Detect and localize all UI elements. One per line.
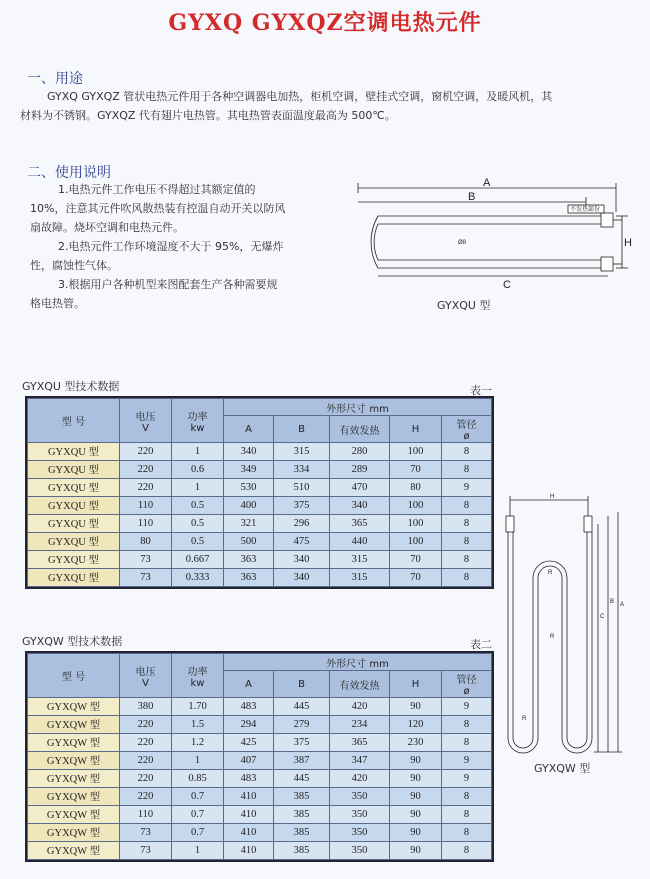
table-cell: 73 <box>120 824 172 842</box>
table-row <box>28 842 492 860</box>
table-cell: GYXQW 型 <box>28 716 120 734</box>
table-cell: 73 <box>120 569 172 587</box>
table-cell: 296 <box>274 515 330 533</box>
table-row <box>28 479 492 497</box>
table-cell: 420 <box>330 770 390 788</box>
table-row <box>28 752 492 770</box>
col-h: H <box>390 671 442 698</box>
table-cell: 234 <box>330 716 390 734</box>
table-cell: 0.7 <box>172 824 224 842</box>
table-cell: 90 <box>390 698 442 716</box>
section2-line: 10%，注意其元件吹风散热装有控温自动开关以防风 <box>30 202 286 215</box>
table-cell: GYXQW 型 <box>28 806 120 824</box>
table-cell: 350 <box>330 842 390 860</box>
table-cell: 73 <box>120 551 172 569</box>
col-eff: 有效发热 <box>330 416 390 443</box>
dim-c-label: C <box>503 279 511 291</box>
table-cell: 350 <box>330 788 390 806</box>
col-a: A <box>224 671 274 698</box>
table-cell: 8 <box>442 443 492 461</box>
table-cell: 90 <box>390 788 442 806</box>
dim-a-label: A <box>483 177 491 189</box>
table-cell: 0.5 <box>172 533 224 551</box>
w-dim-c-label: C <box>600 614 605 620</box>
w-radius-label: R <box>548 570 553 576</box>
table-cell: 220 <box>120 770 172 788</box>
table-cell: 8 <box>442 842 492 860</box>
table-cell: 347 <box>330 752 390 770</box>
table-cell: 375 <box>274 497 330 515</box>
col-b: B <box>274 416 330 443</box>
table-cell: GYXQU 型 <box>28 461 120 479</box>
table-cell: 90 <box>390 824 442 842</box>
table-cell: 1 <box>172 752 224 770</box>
table-cell: 363 <box>224 569 274 587</box>
w-dim-h-label: H <box>550 494 555 500</box>
section2-line: 3.根据用户各种机型来图配套生产各种需要规 <box>58 278 278 291</box>
section2-line: 扇故障。烧坏空调和电热元件。 <box>30 221 184 234</box>
table-cell: 8 <box>442 716 492 734</box>
table-cell: 365 <box>330 734 390 752</box>
table-cell: 0.333 <box>172 569 224 587</box>
dim-b-label: B <box>468 191 476 203</box>
table-cell: 0.5 <box>172 497 224 515</box>
table-row <box>28 461 492 479</box>
table-cell: 110 <box>120 806 172 824</box>
table-cell: 110 <box>120 515 172 533</box>
section2-heading: 二、使用说明 <box>27 165 111 181</box>
table-cell: 8 <box>442 461 492 479</box>
table-cell: 8 <box>442 497 492 515</box>
table-cell: 110 <box>120 497 172 515</box>
table-cell: 90 <box>390 806 442 824</box>
col-b: B <box>274 671 330 698</box>
table-cell: 100 <box>390 515 442 533</box>
col-dims: 外形尺寸 mm <box>224 399 492 416</box>
table-cell: 483 <box>224 770 274 788</box>
table-cell: 1.70 <box>172 698 224 716</box>
table1 <box>25 396 494 589</box>
table-row <box>28 806 492 824</box>
gyxqw-diagram <box>498 488 638 768</box>
table-cell: 0.7 <box>172 788 224 806</box>
table-cell: 70 <box>390 551 442 569</box>
table-cell: 1 <box>172 443 224 461</box>
table-cell: GYXQW 型 <box>28 788 120 806</box>
table-cell: GYXQU 型 <box>28 479 120 497</box>
table-cell: 500 <box>224 533 274 551</box>
table-cell: 334 <box>274 461 330 479</box>
table-cell: 350 <box>330 824 390 842</box>
table-cell: GYXQU 型 <box>28 497 120 515</box>
table-cell: 220 <box>120 716 172 734</box>
table-cell: 445 <box>274 770 330 788</box>
table-cell: 410 <box>224 788 274 806</box>
table-cell: 0.7 <box>172 806 224 824</box>
table-cell: 280 <box>330 443 390 461</box>
table-cell: 220 <box>120 788 172 806</box>
table-row <box>28 497 492 515</box>
table-cell: 8 <box>442 806 492 824</box>
table-cell: 387 <box>274 752 330 770</box>
table-cell: 475 <box>274 533 330 551</box>
col-model: 型 号 <box>28 399 120 443</box>
table-cell: 385 <box>274 842 330 860</box>
table-cell: 410 <box>224 824 274 842</box>
table-cell: 8 <box>442 734 492 752</box>
col-power: 功率 kw <box>172 654 224 698</box>
table-cell: 8 <box>442 551 492 569</box>
table-cell: 410 <box>224 806 274 824</box>
col-a: A <box>224 416 274 443</box>
col-power: 功率 kw <box>172 399 224 443</box>
table-cell: 279 <box>274 716 330 734</box>
table1-label: 表一 <box>470 384 492 397</box>
table2-caption: GYXQW 型技术数据 <box>22 635 123 648</box>
table-cell: 9 <box>442 479 492 497</box>
table-cell: 315 <box>330 551 390 569</box>
table-cell: 0.5 <box>172 515 224 533</box>
table-cell: 425 <box>224 734 274 752</box>
table-cell: GYXQW 型 <box>28 698 120 716</box>
diameter-label: Ø8 <box>458 240 467 246</box>
w-radius-label: R <box>522 716 527 722</box>
table-cell: 400 <box>224 497 274 515</box>
section2-line: 1.电热元件工作电压不得超过其额定值的 <box>58 183 256 196</box>
dim-h-label: H <box>624 237 632 249</box>
section1-line2: 材料为不锈钢。GYXQZ 代有翅片电热管。其电热管表面温度最高为 500℃。 <box>20 109 396 122</box>
gyxqw-caption: GYXQW 型 <box>534 762 591 775</box>
table-cell: 385 <box>274 824 330 842</box>
table-cell: 100 <box>390 443 442 461</box>
table-cell: 380 <box>120 698 172 716</box>
col-voltage: 电压 V <box>120 654 172 698</box>
table1-caption: GYXQU 型技术数据 <box>22 380 120 393</box>
table-cell: 70 <box>390 569 442 587</box>
table-cell: GYXQU 型 <box>28 569 120 587</box>
table-cell: 9 <box>442 698 492 716</box>
table-cell: 294 <box>224 716 274 734</box>
table-cell: GYXQW 型 <box>28 824 120 842</box>
section2-line: 格电热管。 <box>30 297 85 310</box>
table-cell: 1.5 <box>172 716 224 734</box>
table-cell: 90 <box>390 842 442 860</box>
table-cell: 340 <box>330 497 390 515</box>
table-cell: 445 <box>274 698 330 716</box>
table-cell: 9 <box>442 770 492 788</box>
table-row <box>28 788 492 806</box>
col-dims: 外形尺寸 mm <box>224 654 492 671</box>
table-cell: 8 <box>442 533 492 551</box>
table2 <box>25 651 494 862</box>
table-cell: GYXQW 型 <box>28 752 120 770</box>
table-cell: 365 <box>330 515 390 533</box>
table-row <box>28 515 492 533</box>
w-dim-a-label: A <box>620 602 625 608</box>
table-row <box>28 734 492 752</box>
table-cell: GYXQU 型 <box>28 515 120 533</box>
table-cell: GYXQW 型 <box>28 842 120 860</box>
table-cell: 385 <box>274 788 330 806</box>
table-cell: 100 <box>390 497 442 515</box>
table-cell: 410 <box>224 842 274 860</box>
table-cell: 90 <box>390 752 442 770</box>
table-cell: 340 <box>274 569 330 587</box>
table-cell: 8 <box>442 515 492 533</box>
table-row <box>28 551 492 569</box>
table-cell: GYXQU 型 <box>28 533 120 551</box>
table-row <box>28 698 492 716</box>
table-cell: 8 <box>442 824 492 842</box>
table-cell: 0.85 <box>172 770 224 788</box>
table-cell: 0.667 <box>172 551 224 569</box>
table-cell: 220 <box>120 752 172 770</box>
table-cell: 230 <box>390 734 442 752</box>
section1-line1: GYXQ GYXQZ 管状电热元件用于各种空调器电加热，柜机空调，壁挂式空调，窗机空调，及暖风机，其 <box>47 90 553 103</box>
table-row <box>28 716 492 734</box>
table-cell: 375 <box>274 734 330 752</box>
w-radius-label: R <box>550 634 555 640</box>
table-cell: 349 <box>224 461 274 479</box>
gyxqu-caption: GYXQU 型 <box>437 299 491 312</box>
table-cell: 289 <box>330 461 390 479</box>
table-cell: 315 <box>274 443 330 461</box>
table-row <box>28 569 492 587</box>
inactive-part-label: 不发热部份 <box>570 207 601 213</box>
table-cell: 220 <box>120 443 172 461</box>
gyxqu-diagram <box>318 172 636 312</box>
table-cell: 9 <box>442 752 492 770</box>
table-cell: 440 <box>330 533 390 551</box>
col-voltage: 电压 V <box>120 399 172 443</box>
table-row <box>28 770 492 788</box>
table-cell: GYXQW 型 <box>28 734 120 752</box>
table-cell: 407 <box>224 752 274 770</box>
table-cell: 483 <box>224 698 274 716</box>
section1-heading: 一、用途 <box>27 71 83 87</box>
w-dim-b-label: B <box>610 599 615 605</box>
table-cell: 315 <box>330 569 390 587</box>
table-cell: 70 <box>390 461 442 479</box>
col-eff: 有效发热 <box>330 671 390 698</box>
section2-line: 性，腐蚀性气体。 <box>30 259 118 272</box>
table-cell: 100 <box>390 533 442 551</box>
table-cell: 321 <box>224 515 274 533</box>
table-row <box>28 824 492 842</box>
table-cell: 120 <box>390 716 442 734</box>
table-cell: 8 <box>442 569 492 587</box>
section2-line: 2.电热元件工作环境湿度不大于 95%，无爆炸 <box>58 240 284 253</box>
table-cell: GYXQU 型 <box>28 443 120 461</box>
table-cell: GYXQW 型 <box>28 770 120 788</box>
table-row <box>28 533 492 551</box>
table-cell: 1.2 <box>172 734 224 752</box>
table-cell: 420 <box>330 698 390 716</box>
col-pipe: 管径 ø <box>442 671 492 698</box>
table-cell: 350 <box>330 806 390 824</box>
table-cell: 510 <box>274 479 330 497</box>
table-cell: 8 <box>442 788 492 806</box>
table-cell: 1 <box>172 842 224 860</box>
table-cell: 363 <box>224 551 274 569</box>
table-cell: 73 <box>120 842 172 860</box>
col-model: 型 号 <box>28 654 120 698</box>
table-cell: 80 <box>390 479 442 497</box>
col-h: H <box>390 416 442 443</box>
table-cell: GYXQU 型 <box>28 551 120 569</box>
table-cell: 220 <box>120 461 172 479</box>
table-cell: 470 <box>330 479 390 497</box>
table-cell: 220 <box>120 479 172 497</box>
table-cell: 340 <box>274 551 330 569</box>
table-cell: 0.6 <box>172 461 224 479</box>
col-pipe: 管径 ø <box>442 416 492 443</box>
table-cell: 385 <box>274 806 330 824</box>
table-cell: 80 <box>120 533 172 551</box>
table-cell: 530 <box>224 479 274 497</box>
table-row <box>28 443 492 461</box>
table-cell: 90 <box>390 770 442 788</box>
page-title: GYXQ GYXQZ空调电热元件 <box>168 10 482 36</box>
table-cell: 220 <box>120 734 172 752</box>
table2-label: 表二 <box>470 638 492 651</box>
table-cell: 340 <box>224 443 274 461</box>
table-cell: 1 <box>172 479 224 497</box>
